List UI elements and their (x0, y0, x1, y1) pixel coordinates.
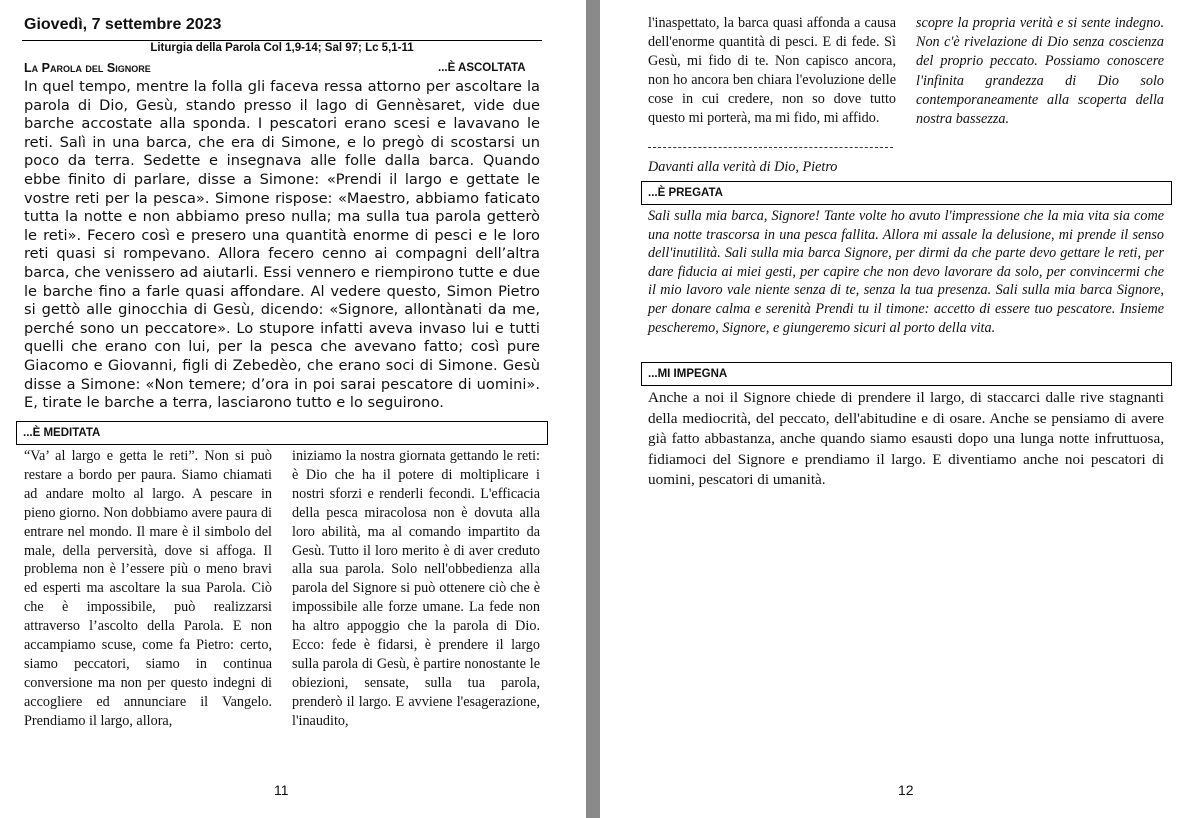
section-prayed-heading: ...È PREGATA (648, 187, 723, 199)
date-heading: Giovedì, 7 settembre 2023 (24, 16, 222, 33)
section-listened-heading: ...È ASCOLTATA (438, 62, 526, 74)
right-page (600, 0, 1189, 818)
commitment-text: Anche a noi il Signore chiede di prendere il largo, di staccarci dalle rive stagnanti della mediocrità, del peccato, dell'abitudine e di osare. Anche se pensiamo di avere già fatto abbastanza, anche quando siamo esausti dopo una lunga notte infruttuosa, fidiamoci del Signore e prendiamo il largo. E diventiamo anche noi pescatori di uomini, pescatori di umanità. (648, 389, 1164, 488)
title-rule (22, 40, 542, 41)
page-number-left: 11 (274, 782, 289, 798)
meditation-column-2: iniziamo la nostra giornata gettando le reti: è Dio che ha il potere di moltiplicare i nostri sforzi e renderli fecondi. L'efficacia della pesca miracolosa non è dovuta alla loro abilità, ma al comando impartito da Gesù. Tutto il loro merito è di aver creduto alla sua parola. Solo nell'obbedienza alla parola del Signore si può ottenere ciò che è impossibile alle forze umane. La fede non ha altro appoggio che la parola di Dio. Ecco: fede è fidarsi, è prendere il largo sulla parola di Gesù, è partire nonostante le obiezioni, sensate, sulla tua parola, prenderò il largo. E avviene l'esagerazione, l'inaudito, (292, 448, 540, 729)
section-commits-box (641, 362, 1172, 386)
section-prayed-box (641, 181, 1172, 205)
section-commits-heading: ...MI IMPEGNA (648, 368, 728, 380)
meditation-column-1: “Va’ al largo e getta le reti”. Non si può restare a bordo per paura. Siamo chiamati ad andare molto al largo. A pescare in pieno giorno. Non dobbiamo avere paura di entrare nel mondo. Il mare è il simbolo del male, della perversità, dove si affoga. Il problema non è l’essere più o meno bravi ed esperti ma ascoltare la sua Parola. Ciò che è impossibile, può realizzarsi attraverso l’ascolto della Parola. E non accampiamo scuse, come fa Pietro: certo, siamo peccatori, siamo in continua conversione ma non per questo indegni di accogliere ed annunciare il Vangelo. Prendiamo il largo, allora, (24, 448, 272, 729)
meditation-continuation: l'inaspettato, la barca quasi affonda a causa dell'enorme quantità di pesci. E di fede. Sì Gesù, mi fido di te. Non capisco ancora, non ho ancora ben chiara l'evoluzione delle cose in cui credere, non so dove tutto questo mi porterà, ma mi fido, mi affido. (648, 15, 896, 126)
prayer-text: Sali sulla mia barca, Signore! Tante volte ho avuto l'impressione che la mia vita sia come una notte trascorsa in una pesca fallita. Allora mi assale la delusione, mi prende il senso dell'inutilità. Sali sulla mia barca Signore, per dirmi da che parte devo gettare le reti, per dare fiducia ai miei gesti, per capire che non devo lavorare da solo, per convincermi che il mio lavoro vale niente senza di te, senza la tua presenza. Sali sulla mia barca Signore, per donare calma e serenità Prendi tu il timone: accetto di essere tuo pescatore. Insieme pescheremo, Signore, e giungeremo sicuri al porto della vita. (648, 208, 1164, 336)
quote-continued: scopre la propria verità e si sente indegno. Non c'è rivelazione di Dio senza coscienza del proprio peccato. Possiamo conoscere l'infinita grandezza di Dio solo contemporaneamente alla scoperta della nostra bassezza. (916, 15, 1164, 128)
left-page (0, 0, 586, 818)
gospel-text: In quel tempo, mentre la folla gli faceva ressa attorno per ascoltare la parola di Dio, Gesù, stando presso il lago di Gennèsaret, vide due barche accostate alla sponda. I pescatori erano scesi e lavavano le reti. Salì in una barca, che era di Simone, e lo pregò di scostarsi un poco da terra. Sedette e insegnava alle folle dalla barca. Quando ebbe finito di parlare, disse a Simone: «Prendi il largo e gettate le vostre reti per la pesca». Simone rispose: «Maestro, abbiamo faticato tutta la notte e non abbiamo preso nulla; ma sulla tua parola getterò le reti». Fecero così e presero una quantità enorme di pesci e le loro reti quasi si rompevano. Allora fecero cenno ai compagni dell’altra barca, che venissero ad aiutarli. Essi vennero e riempirono tutte e due le barche fino a farle quasi affondare. Al vedere questo, Simon Pietro si gettò alle ginocchia di Gesù, dicendo: «Signore, allontànati da me, perché sono un peccatore». Lo stupore infatti aveva invaso lui e tutti quelli che erano con lui, per la pesca che avevano fatto; così pure Giacomo e Giovanni, figli di Zebedèo, che erano soci di Simone. Gesù disse a Simone: «Non temere; d’ora in poi sarai pescatore di uomini». E, tirate le barche a terra, lasciarono tutto e lo seguirono. (24, 78, 540, 412)
liturgy-readings: Liturgia della Parola Col 1,9-14; Sal 97; Lc 5,1-11 (150, 42, 414, 54)
section-word-heading: La Parola del Signore (24, 61, 151, 75)
quote-start: Davanti alla verità di Dio, Pietro (648, 159, 838, 175)
separator-dashes (648, 147, 893, 148)
page-number-right: 12 (898, 782, 914, 798)
section-meditated-box (16, 421, 548, 445)
section-meditated-heading: ...È MEDITATA (23, 427, 101, 439)
